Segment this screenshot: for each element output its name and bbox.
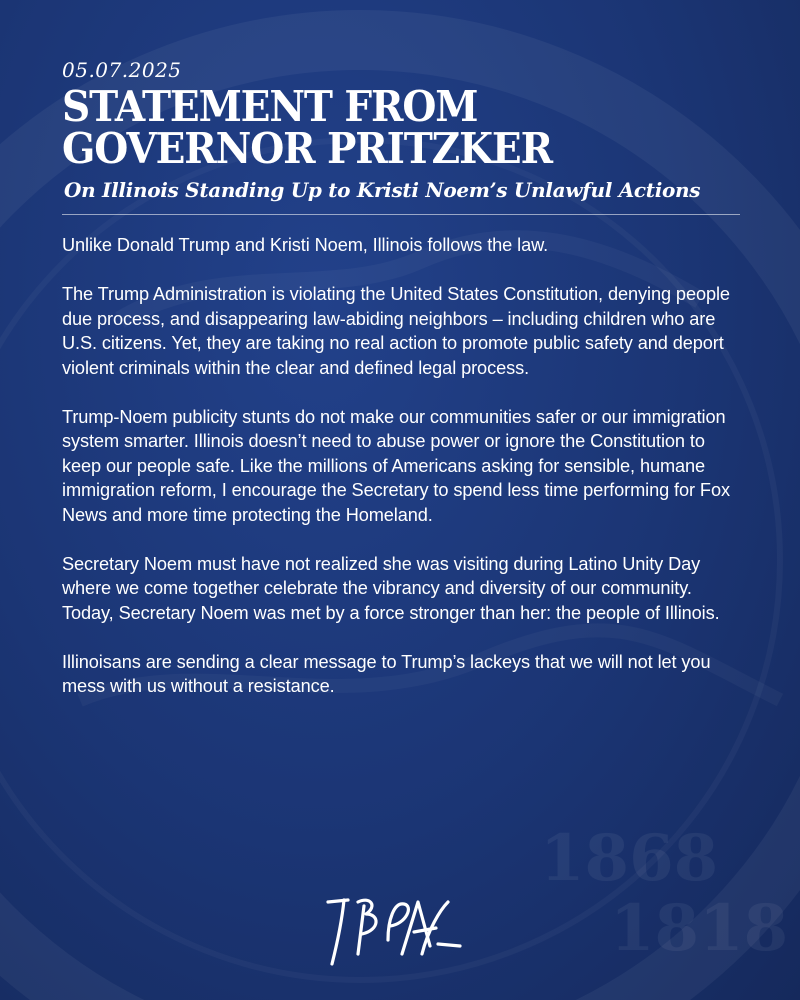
statement-title-line-2: GOVERNOR PRITZKER: [62, 124, 552, 173]
paragraph-3: Trump-Noem publicity stunts do not make our communities safer or our immigration system smarter. Illinois doesn’t need to abuse power or ignore the Constitution to keep our people safe. Like the millions of Americans asking for sensible, humane immigration reform, I encourage the Secretary to spend less time performing for Fox News and more time protecting the Homeland.: [62, 406, 730, 525]
statement-content: [62, 58, 742, 723]
statement-subtitle: On Illinois Standing Up to Kristi Noem’s Unlawful Actions: [64, 178, 701, 202]
paragraph-1: Unlike Donald Trump and Kristi Noem, Illinois follows the law.: [62, 235, 549, 255]
statement-body: [62, 233, 742, 699]
paragraph-5: Illinoisans are sending a clear message to Trump’s lackeys that we will not let you mess with us without a resistance.: [62, 651, 711, 696]
governor-signature: [318, 880, 468, 970]
statement-date: 05.07.2025: [62, 58, 182, 82]
paragraph-2: The Trump Administration is violating the United States Constitution, denying people due process, and disappearing law-abiding neighbors – including children who are U.S. citizens. Yet, they are taking no real action to promote public safety and deport violent criminals within the clear and defined legal process.: [62, 284, 730, 378]
paragraph-4: Secretary Noem must have not realized she was visiting during Latino Unity Day where we come together celebrate the vibrancy and diversity of our community. Today, Secretary Noem was met by a force stronger than her: the people of Illinois.: [62, 553, 720, 623]
divider: [62, 214, 740, 215]
statement-title-line-1: STATEMENT FROM: [62, 82, 478, 131]
